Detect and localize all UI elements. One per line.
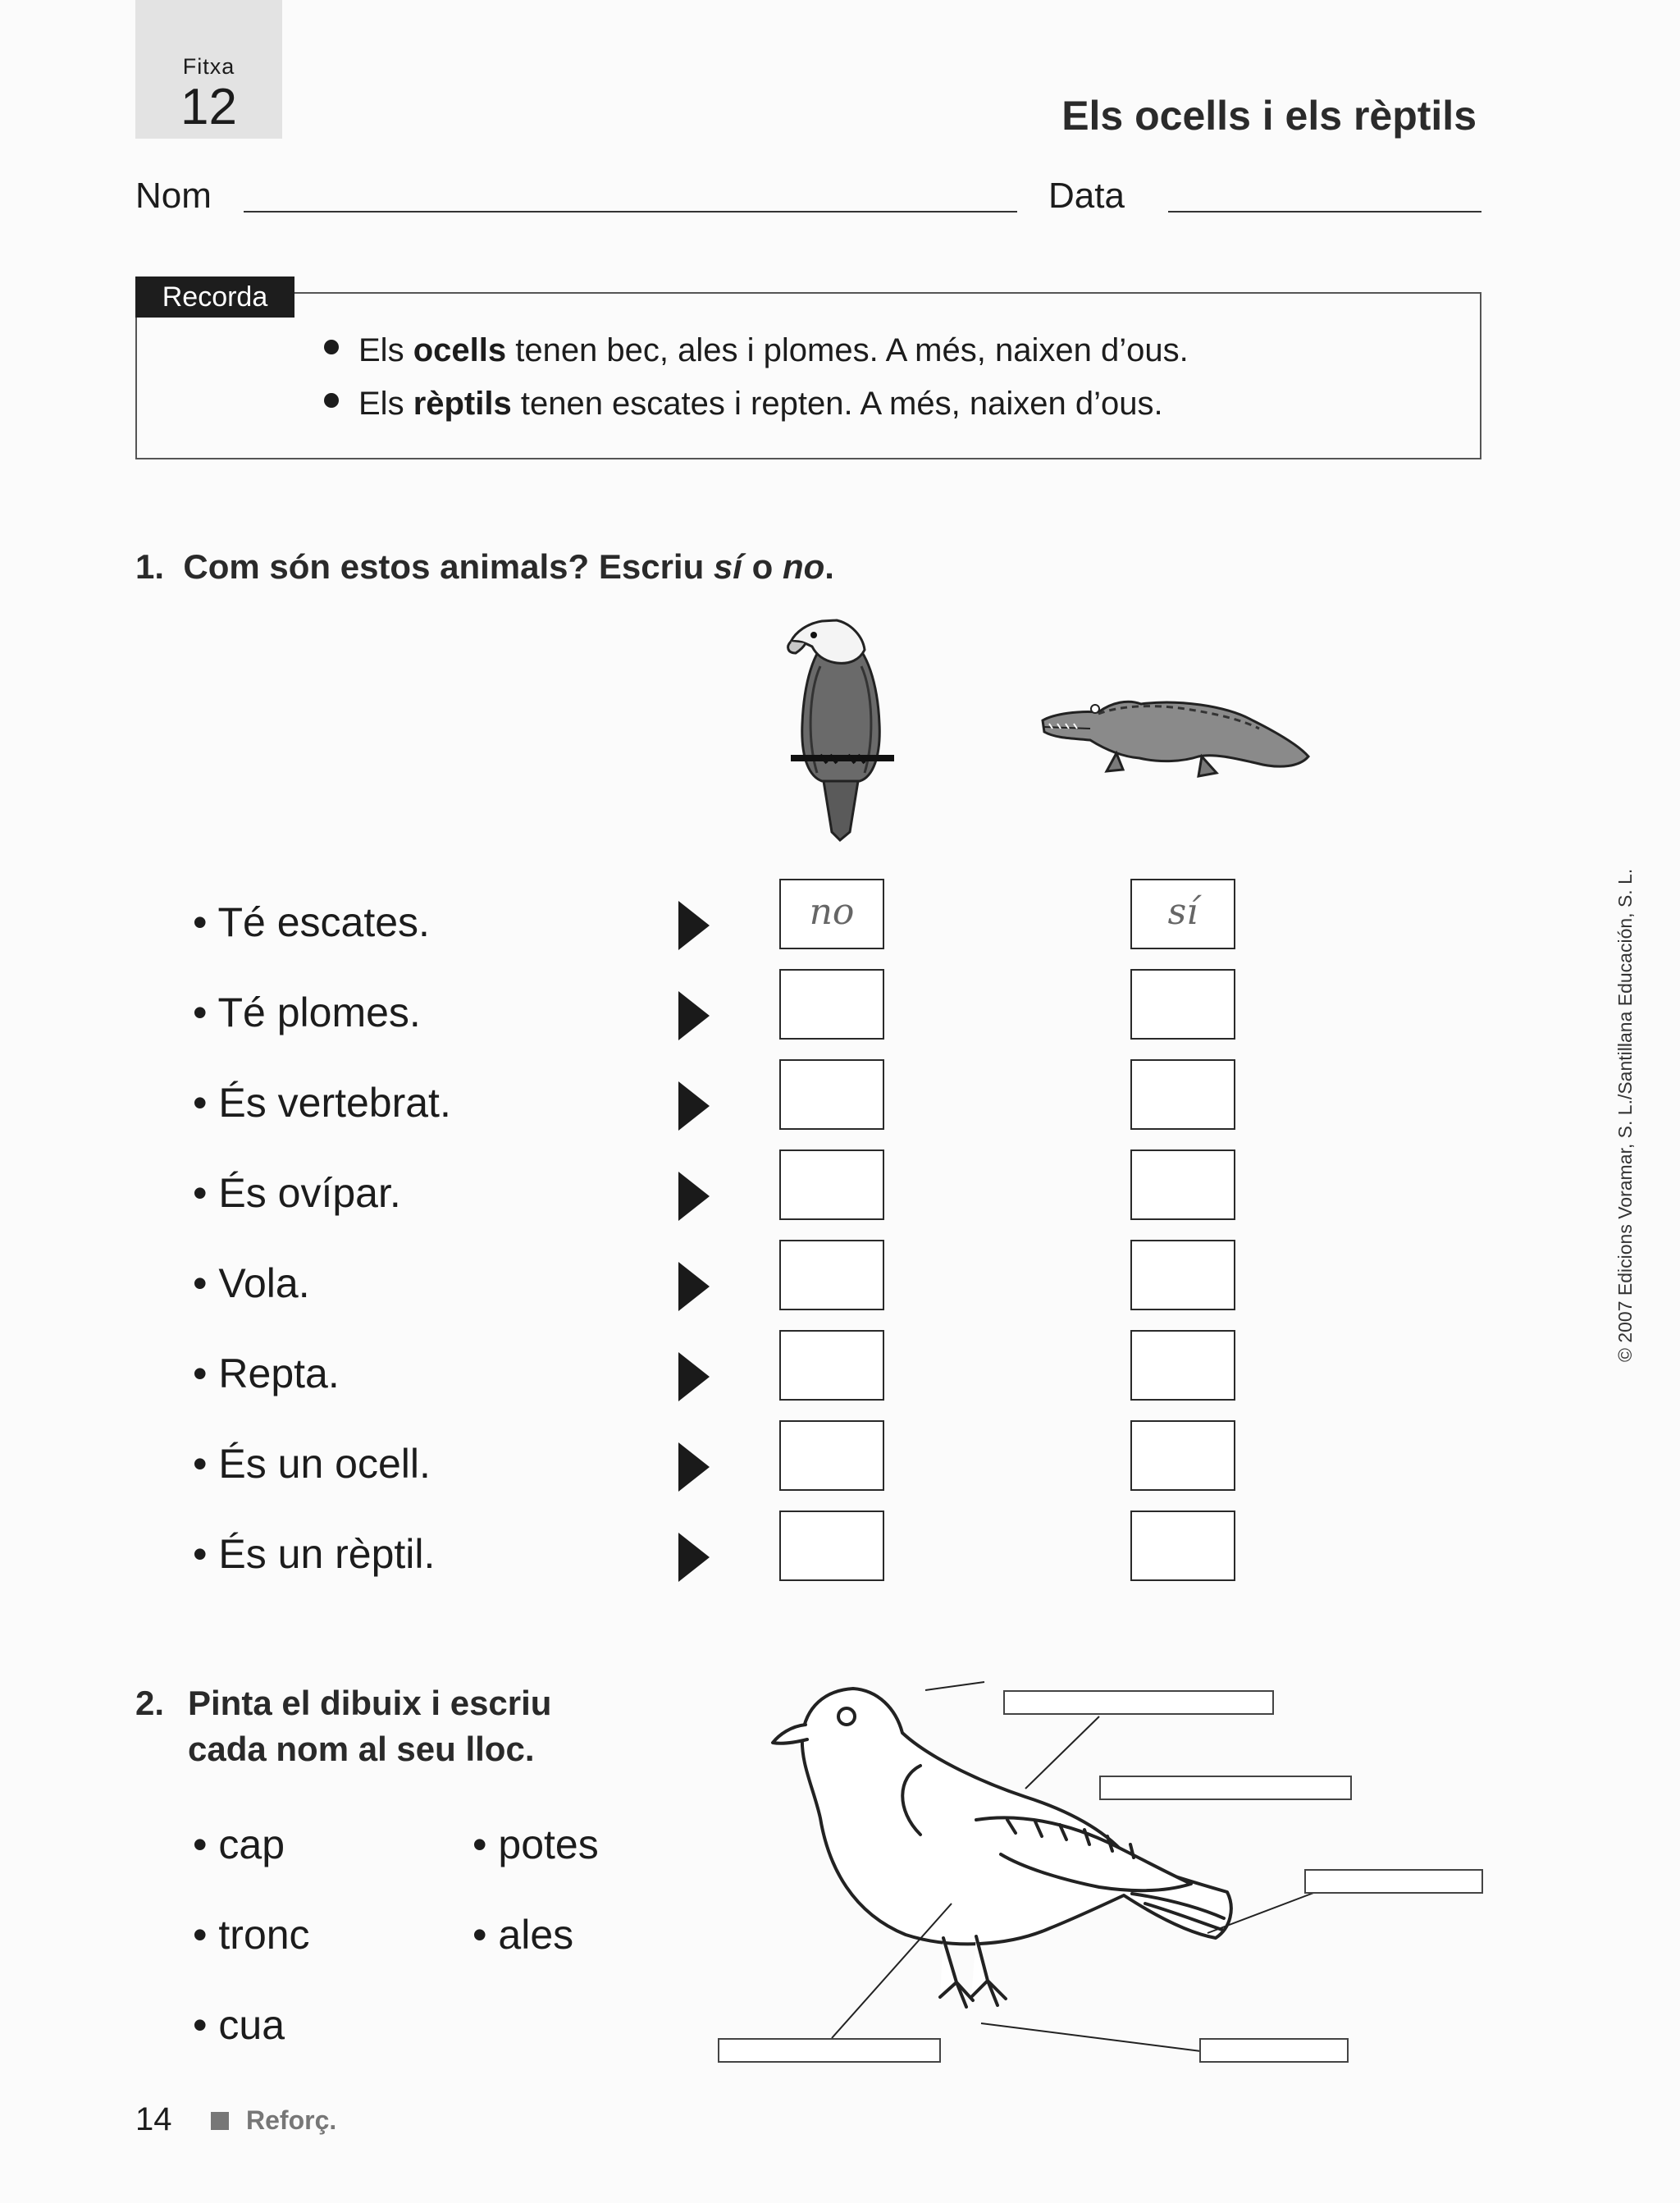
recorda-box xyxy=(135,292,1481,459)
answer-crocodile-es-vertebrat[interactable] xyxy=(1130,1059,1235,1130)
statement-vola: • Vola. xyxy=(193,1260,310,1306)
label-slot-cua[interactable] xyxy=(1304,1869,1483,1894)
label-slot-cap[interactable] xyxy=(1003,1690,1274,1715)
page-number: 14 xyxy=(135,2101,172,2137)
answer-crocodile-te-escates[interactable]: sí xyxy=(1130,879,1235,949)
exercise-2-number: 2. xyxy=(135,1684,165,1722)
answer-crocodile-es-un-ocell[interactable] xyxy=(1130,1420,1235,1491)
answer-eagle-te-escates[interactable]: no xyxy=(779,879,884,949)
section-label: Reforç. xyxy=(246,2105,337,2135)
statement-te-plomes: • Té plomes. xyxy=(193,990,421,1035)
recorda-line-birds: Els ocells tenen bec, ales i plomes. A més, naixen d’ous. xyxy=(324,332,1189,369)
answer-eagle-vola[interactable] xyxy=(779,1240,884,1310)
word-cap: • cap xyxy=(193,1821,285,1867)
label-slot-ales[interactable] xyxy=(1099,1776,1352,1800)
arrow-icon xyxy=(678,1442,710,1492)
arrow-icon xyxy=(678,991,710,1040)
fitxa-label: Fitxa xyxy=(182,54,235,79)
answer-crocodile-repta[interactable] xyxy=(1130,1330,1235,1401)
nom-field[interactable] xyxy=(244,211,1017,213)
pigeon-drawing xyxy=(705,1657,1509,2076)
recorda-line-reptiles: Els rèptils tenen escates i repten. A més, naixen d’ous. xyxy=(324,386,1163,423)
data-field[interactable] xyxy=(1168,211,1481,213)
exercise-2-heading-line2: cada nom al seu lloc. xyxy=(188,1730,535,1768)
answer-eagle-es-un-reptil[interactable] xyxy=(779,1511,884,1581)
section-square-icon xyxy=(211,2112,229,2130)
statement-es-ovipar: • És ovípar. xyxy=(193,1170,401,1216)
label-slot-potes[interactable] xyxy=(1199,2038,1349,2063)
answer-eagle-repta[interactable] xyxy=(779,1330,884,1401)
answer-eagle-es-un-ocell[interactable] xyxy=(779,1420,884,1491)
answer-crocodile-es-ovipar[interactable] xyxy=(1130,1149,1235,1220)
data-label: Data xyxy=(1048,176,1125,216)
recorda-tag: Recorda xyxy=(135,277,294,318)
copyright-text: © 2007 Edicions Voramar, S. L./Santillana Educación, S. L. xyxy=(1614,868,1636,1362)
answer-crocodile-es-un-reptil[interactable] xyxy=(1130,1511,1235,1581)
arrow-icon xyxy=(678,1352,710,1401)
word-ales: • ales xyxy=(472,1912,574,1958)
exercise-2-heading-line1: Pinta el dibuix i escriu xyxy=(188,1684,552,1722)
statement-te-escates: • Té escates. xyxy=(193,899,430,945)
statement-repta: • Repta. xyxy=(193,1351,340,1396)
arrow-icon xyxy=(678,1172,710,1221)
answer-eagle-te-plomes[interactable] xyxy=(779,969,884,1040)
arrow-icon xyxy=(678,901,710,950)
statement-es-un-ocell: • És un ocell. xyxy=(193,1441,431,1487)
page-title: Els ocells i els rèptils xyxy=(1061,93,1477,139)
arrow-icon xyxy=(678,1262,710,1311)
crocodile-icon xyxy=(1038,681,1317,784)
nom-label: Nom xyxy=(135,176,212,216)
statement-es-un-reptil: • És un rèptil. xyxy=(193,1531,436,1577)
arrow-icon xyxy=(678,1081,710,1131)
answer-eagle-es-ovipar[interactable] xyxy=(779,1149,884,1220)
bullet-icon xyxy=(324,340,339,354)
eagle-icon xyxy=(771,617,911,847)
arrow-icon xyxy=(678,1533,710,1582)
answer-crocodile-vola[interactable] xyxy=(1130,1240,1235,1310)
word-cua: • cua xyxy=(193,2002,285,2048)
bullet-icon xyxy=(324,393,339,408)
answer-crocodile-te-plomes[interactable] xyxy=(1130,969,1235,1040)
exercise-1-heading: 1. Com són estos animals? Escriu sí o no. xyxy=(135,547,834,586)
answer-eagle-es-vertebrat[interactable] xyxy=(779,1059,884,1130)
word-potes: • potes xyxy=(472,1821,599,1867)
fitxa-tab xyxy=(135,0,282,139)
statement-es-vertebrat: • És vertebrat. xyxy=(193,1080,451,1126)
word-tronc: • tronc xyxy=(193,1912,310,1958)
fitxa-number: 12 xyxy=(180,79,237,135)
label-slot-tronc[interactable] xyxy=(718,2038,941,2063)
